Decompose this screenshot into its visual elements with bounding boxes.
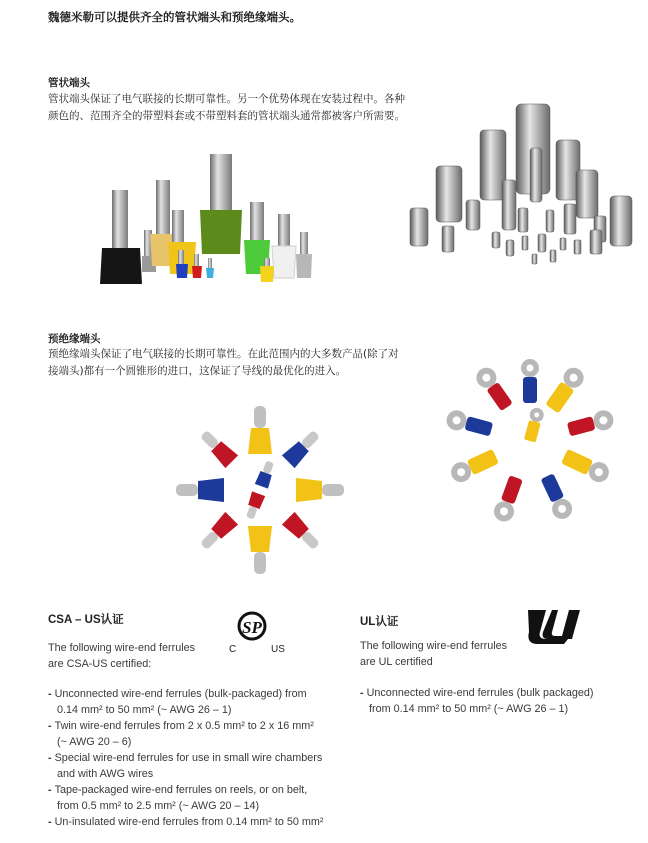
ul-logo (524, 606, 586, 646)
plug-terminals-photo (160, 400, 360, 580)
csa-sp-mark: SP (242, 618, 262, 637)
csa-bullet-item: - Un-insulated wire-end ferrules from 0.14 mm² to 50 mm² (48, 814, 358, 830)
ul-title: UL认证 (360, 616, 399, 628)
insulated-heading: 预绝缘端头 (48, 333, 101, 345)
csa-bullet-item: - Twin wire-end ferrules from 2 x 0.5 mm² to 2 x 16 mm² (~ AWG 20 – 6) (48, 718, 358, 750)
ul-bullet-list (360, 685, 630, 717)
csa-bullet-item: - Tape-packaged wire-end ferrules on reels, or on belt, from 0.5 mm² to 2.5 mm² (~ AWG 20 – 14) (48, 782, 358, 814)
csa-us-logo (228, 604, 290, 658)
ferrules-heading: 管状端头 (48, 77, 90, 89)
ul-bullet-item: - Unconnected wire-end ferrules (bulk packaged) from 0.14 mm² to 50 mm² (~ AWG 26 – 1) (360, 685, 630, 717)
csa-bullet-item: - Special wire-end ferrules for use in small wire chambers and with AWG wires (48, 750, 358, 782)
ul-body: The following wire-end ferrules are UL certified (360, 640, 508, 668)
insulated-ferrules-photo (100, 150, 320, 290)
csa-logo-us: US (271, 644, 285, 655)
csa-logo-c: C (229, 644, 237, 655)
uninsulated-ferrules-photo (400, 100, 648, 270)
csa-bullet-item: - Unconnected wire-end ferrules (bulk-packaged) from 0.14 mm² to 50 mm² (~ AWG 26 – 1) (48, 686, 358, 718)
csa-title: CSA – US认证 (48, 614, 124, 626)
ferrules-text: 管状端头保证了电气联接的长期可靠性。另一个优势体现在安装过程中。各种 颜色的、范围齐全的带塑料套或不带塑料套的管状端头通常都被客户所需要。 (48, 93, 405, 122)
csa-bullet-list (48, 686, 358, 830)
csa-body: The following wire-end ferrules are CSA-US certified: (48, 642, 196, 670)
ring-terminals-photo (420, 355, 640, 525)
insulated-text: 预绝缘端头保证了电气联接的长期可靠性。在此范围内的大多数产品(除了对 接端头)都有一个圆锥形的进口，这保证了导线的最优化的进入。 (48, 348, 399, 377)
intro-text: 魏德米勒可以提供齐全的管状端头和预绝缘端头。 (48, 10, 301, 24)
